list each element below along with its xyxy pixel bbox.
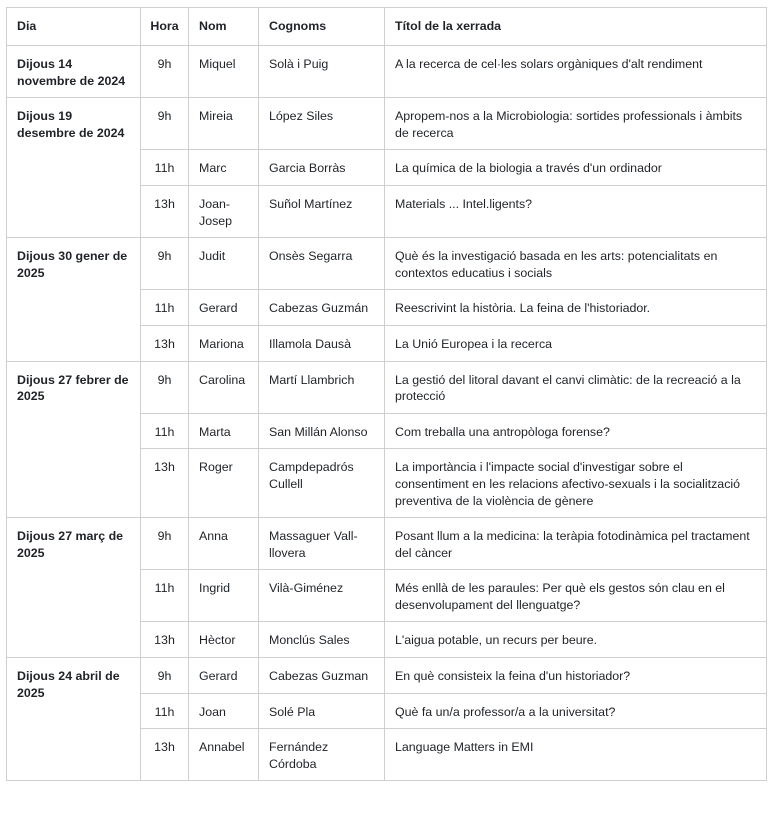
surname-cell: Onsès Segarra (259, 238, 385, 290)
day-cell: Dijous 30 gener de 2025 (7, 238, 141, 361)
hour-cell: 11h (141, 290, 189, 326)
name-cell: Judit (189, 238, 259, 290)
talk-title-cell: Posant llum a la medicina: la teràpia fotodinàmica pel tractament del càncer (385, 518, 767, 570)
talk-title-cell: Què és la investigació basada en les arts: potencialitats en contextos educatius i socials (385, 238, 767, 290)
talk-title-cell: La química de la biologia a través d'un ordinador (385, 150, 767, 186)
day-cell: Dijous 24 abril de 2025 (7, 658, 141, 781)
talk-title-cell: La importància i l'impacte social d'investigar sobre el consentiment en les relacions afectivo-sexuals i la socialització preventiva de la violència de gènere (385, 449, 767, 518)
name-cell: Ingrid (189, 570, 259, 622)
name-cell: Miquel (189, 46, 259, 98)
schedule-table (6, 7, 767, 781)
surname-cell: Solé Pla (259, 693, 385, 729)
hour-cell: 9h (141, 238, 189, 290)
hour-cell: 11h (141, 570, 189, 622)
talk-title-cell: Materials ... Intel.ligents? (385, 185, 767, 237)
name-cell: Marta (189, 413, 259, 449)
name-cell: Anna (189, 518, 259, 570)
table-row (7, 46, 767, 98)
name-cell: Joan (189, 693, 259, 729)
surname-cell: Campdepadrós Cullell (259, 449, 385, 518)
hour-cell: 9h (141, 518, 189, 570)
hour-cell: 11h (141, 413, 189, 449)
talk-title-cell: En què consisteix la feina d'un historiador? (385, 658, 767, 694)
day-cell: Dijous 27 febrer de 2025 (7, 361, 141, 518)
table-row (7, 98, 767, 150)
hour-cell: 9h (141, 361, 189, 413)
day-cell: Dijous 19 desembre de 2024 (7, 98, 141, 238)
surname-cell: Massaguer Vall-llovera (259, 518, 385, 570)
hour-cell: 9h (141, 658, 189, 694)
talk-title-cell: Què fa un/a professor/a a la universitat? (385, 693, 767, 729)
surname-cell: Suñol Martínez (259, 185, 385, 237)
name-cell: Joan-Josep (189, 185, 259, 237)
talk-title-cell: La gestió del litoral davant el canvi climàtic: de la recreació a la protecció (385, 361, 767, 413)
talk-title-cell: Com treballa una antropòloga forense? (385, 413, 767, 449)
talk-title-cell: A la recerca de cel·les solars orgàniques d'alt rendiment (385, 46, 767, 98)
surname-cell: Illamola Dausà (259, 325, 385, 361)
surname-cell: López Siles (259, 98, 385, 150)
talk-title-cell: Apropem-nos a la Microbiologia: sortides professionals i àmbits de recerca (385, 98, 767, 150)
name-cell: Carolina (189, 361, 259, 413)
name-cell: Roger (189, 449, 259, 518)
header-hora: Hora (141, 8, 189, 46)
hour-cell: 9h (141, 46, 189, 98)
surname-cell: Vilà-Giménez (259, 570, 385, 622)
name-cell: Mariona (189, 325, 259, 361)
surname-cell: Garcia Borràs (259, 150, 385, 186)
surname-cell: Fernández Córdoba (259, 729, 385, 781)
name-cell: Hèctor (189, 622, 259, 658)
surname-cell: San Millán Alonso (259, 413, 385, 449)
schedule-body (7, 46, 767, 781)
header-cognoms: Cognoms (259, 8, 385, 46)
hour-cell: 13h (141, 449, 189, 518)
header-titol: Títol de la xerrada (385, 8, 767, 46)
name-cell: Marc (189, 150, 259, 186)
name-cell: Gerard (189, 658, 259, 694)
name-cell: Annabel (189, 729, 259, 781)
surname-cell: Cabezas Guzmán (259, 290, 385, 326)
hour-cell: 13h (141, 185, 189, 237)
talk-title-cell: Reescrivint la història. La feina de l'historiador. (385, 290, 767, 326)
hour-cell: 9h (141, 98, 189, 150)
table-row (7, 238, 767, 290)
table-row (7, 658, 767, 694)
hour-cell: 13h (141, 622, 189, 658)
talk-title-cell: Language Matters in EMI (385, 729, 767, 781)
table-row (7, 361, 767, 413)
surname-cell: Monclús Sales (259, 622, 385, 658)
hour-cell: 13h (141, 729, 189, 781)
talk-title-cell: L'aigua potable, un recurs per beure. (385, 622, 767, 658)
name-cell: Gerard (189, 290, 259, 326)
surname-cell: Martí Llambrich (259, 361, 385, 413)
surname-cell: Solà i Puig (259, 46, 385, 98)
name-cell: Mireia (189, 98, 259, 150)
header-row (7, 8, 767, 46)
surname-cell: Cabezas Guzman (259, 658, 385, 694)
talk-title-cell: La Unió Europea i la recerca (385, 325, 767, 361)
hour-cell: 11h (141, 150, 189, 186)
hour-cell: 13h (141, 325, 189, 361)
header-dia: Dia (7, 8, 141, 46)
day-cell: Dijous 14 novembre de 2024 (7, 46, 141, 98)
day-cell: Dijous 27 març de 2025 (7, 518, 141, 658)
header-nom: Nom (189, 8, 259, 46)
talk-title-cell: Més enllà de les paraules: Per què els gestos són clau en el desenvolupament del llenguatge? (385, 570, 767, 622)
table-row (7, 518, 767, 570)
hour-cell: 11h (141, 693, 189, 729)
